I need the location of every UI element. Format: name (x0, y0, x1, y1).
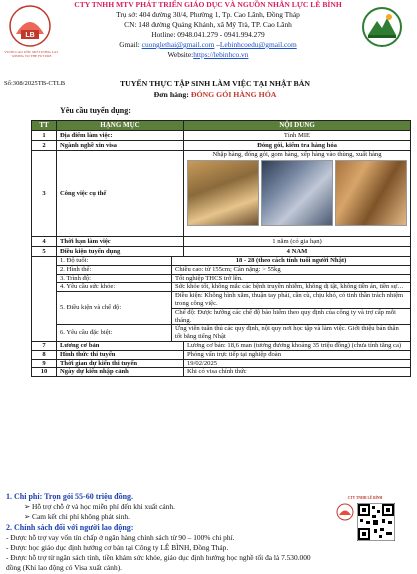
condition-row: 3. Trình độ: Tốt nghiệp THCS trở lên. (57, 274, 410, 283)
table-row: 2 Ngành nghề xin visa Đóng gói, kiểm tra hàng hóa (32, 141, 411, 151)
policy-item: - Được hỗ trợ vay vốn tín chấp ở ngân hàng chính sách từ 90 – 100% chi phí. (6, 532, 235, 542)
col-content: NỘI DUNG (184, 121, 411, 131)
table-row: 1 Địa điểm làm việc: Tỉnh MIE (32, 131, 411, 141)
policy-heading: 2. Chính sách đối với người lao động: (6, 522, 134, 532)
company-hotline: Hotline: 0948.041.279 - 0941.994.279 (151, 30, 265, 39)
mountain-logo-icon (361, 6, 403, 48)
benefits-section (6, 492, 324, 574)
page-title (70, 78, 360, 100)
logo-slogan: VƯƠN CAO ƯỚC MƠ TƯƠNG LAI · RISING TO THE FUTURE (4, 50, 58, 58)
conditions-table (57, 257, 410, 341)
benefit-item: ➢ Hỗ trợ chỗ ở và học miễn phí đến khi xuất cảnh. (24, 502, 175, 512)
condition-row: 5. Điều kiện và chế độ: Điều kiện: Không hình xăm, thuận tay phải, cần cù, chịu khó, có tinh thần trách nhiệm trong công việc. (57, 292, 410, 309)
job-photos (187, 160, 407, 226)
title-line-1: TUYỂN THỰC TẬP SINH LÀM VIỆC TẠI NHẬT BẢN (119, 79, 311, 88)
title-line-2: Đơn hàng: ĐÓNG GÓI HÀNG HÓA (153, 90, 277, 99)
col-tt: TT (32, 121, 57, 131)
gmail-link-2[interactable]: Lebinhcoedu@gmail.com (219, 40, 297, 49)
table-row: 5 Điều kiện tuyển dụng 4 NAM (32, 247, 411, 257)
table-row: 3 Công việc cụ thể Nhặp hàng, đóng gói, gom hàng, xếp hàng vào thùng, xuất hàng (32, 151, 411, 237)
gmail-link-1[interactable]: cuonglethai@gmail.com (141, 40, 215, 49)
company-website: Website:https://lebinhco.vn (167, 50, 249, 59)
condition-row: 6. Yêu cầu đặc biệt: Ứng viên tuân thủ các quy định, nội quy nơi học tập và làm việc. Giới thiệu bản thân tốt bằng tiếng Nhật (57, 325, 410, 341)
policy-item: - Được học giáo dục định hướng cơ bản tại Công ty LÊ BÌNH, Đồng Tháp. (6, 543, 229, 553)
table-row-conditions (32, 257, 411, 342)
company-name: CTY TNHH MTV PHÁT TRIỂN GIÁO DỤC VÀ NGUỒN NHÂN LỰC LÊ BÌNH (74, 0, 342, 9)
table-row: 4 Thời hạn làm việc 1 năm (có gia hạn) (32, 237, 411, 247)
condition-row: 4. Yêu cầu sức khỏe: Sức khỏe tốt, không mắc các bệnh truyền nhiễm, không dị tật, không tiền án, tiền sự… (57, 283, 410, 292)
stamp-label: CTY TNHH LÊ BÌNH (347, 496, 383, 500)
table-header-row (32, 121, 411, 131)
table-row: 8 Hình thức thi tuyển Phỏng vấn trực tiếp tại nghiệp đoàn (32, 350, 411, 359)
requirements-heading: Yêu cầu tuyển dụng: (60, 106, 131, 115)
warehouse-photo-1 (187, 160, 259, 226)
policy-item: - Được hỗ trợ từ ngân sách tỉnh, tiền khám sức khỏe, giáo dục định hướng học nghề tối đa là 7.530.000 đồng (Khi lao động có Visa xuất cảnh). (6, 553, 311, 573)
cost-heading: 1. Chi phí: Trọn gói 55-60 triệu đồng. (6, 492, 134, 501)
warehouse-photo-2 (261, 160, 333, 226)
svg-text:LB: LB (25, 32, 35, 39)
col-item: HẠNG MỤC (57, 121, 184, 131)
table-row: 10 Ngày dự kiến nhập cảnh Khi có visa chính thức (32, 368, 411, 377)
company-logo (4, 4, 58, 58)
warehouse-photo-3 (335, 160, 407, 226)
qr-code-icon[interactable] (357, 503, 395, 541)
company-branch: CN: 148 đường Quảng Khánh, xã Mỹ Trà, TP. Cao Lãnh (124, 20, 292, 29)
company-address: Trụ sở: 404 đường 30/4, Phường 1, Tp. Cao Lãnh, Đồng Tháp (116, 10, 300, 19)
website-link[interactable]: https://lebinhco.vn (193, 50, 249, 59)
condition-row: 2. Hình thể: Chiều cao: từ 155cm; Cân nặng: > 55kg (57, 265, 410, 274)
condition-row: 1. Độ tuổi: 18 - 28 (theo cách tính tuổi người Nhật) (57, 257, 410, 265)
stamp-qr-area (325, 488, 405, 558)
condition-row: Chế độ: Được hưởng các chế độ bảo hiểm theo quy định của công ty và trợ cấp mỗi tháng. (57, 308, 410, 325)
company-gmail: Gmail: cuonglethai@gmail.com –Lebinhcoedu@gmail.com (119, 40, 297, 49)
document-number: Số:308/2025TB-CTLB (4, 80, 66, 87)
table-row: 7 Lương cơ bản Lương cơ bản: 18,6 man (tương đương khoảng 35 triệu đồng) (chưa tính tăng ca) (32, 341, 411, 350)
requirements-table (31, 120, 411, 377)
table-row: 9 Thời gian dự kiến thi tuyển 19/02/2025 (32, 359, 411, 368)
logo-small-icon (336, 503, 354, 521)
benefit-item: ➢ Cam kết chi phí không phát sinh. (24, 512, 130, 522)
company-header (58, 0, 358, 60)
